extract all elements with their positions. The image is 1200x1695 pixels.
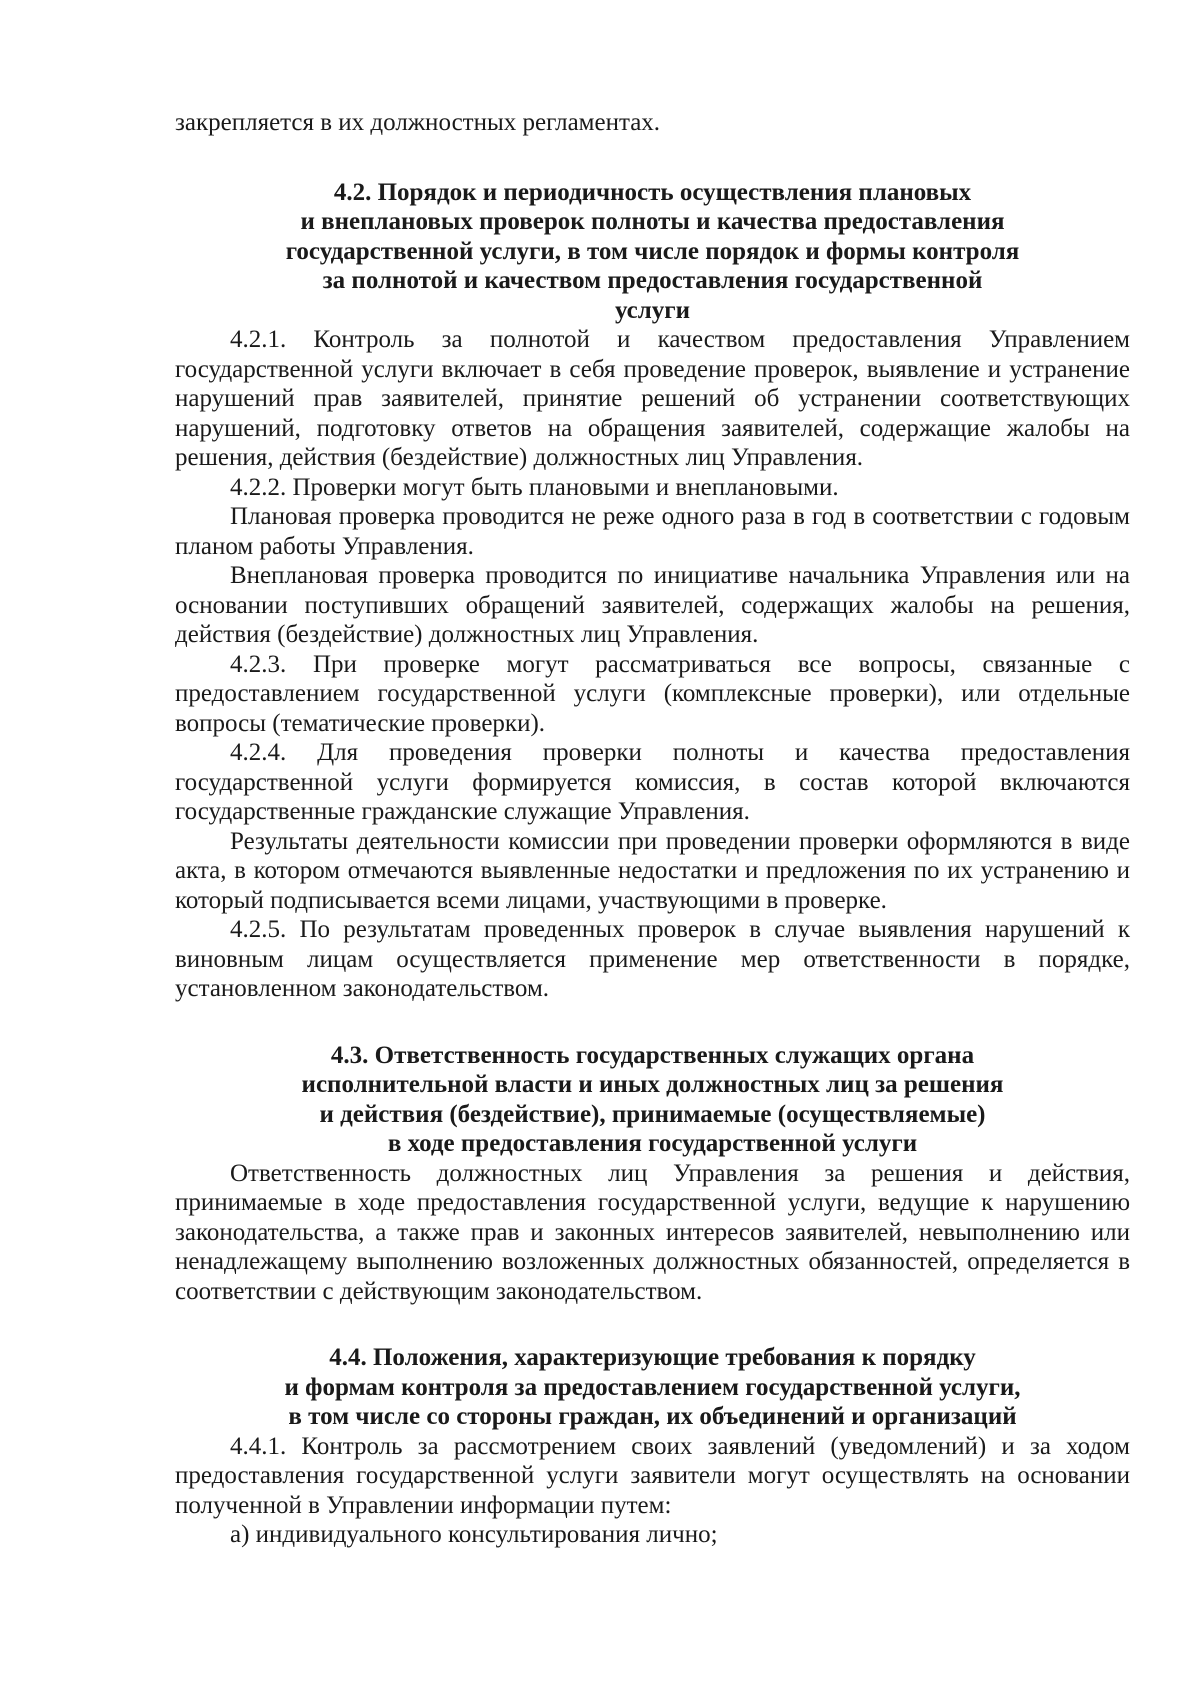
- heading-line: в ходе предоставления государственной услуги: [387, 1130, 918, 1157]
- heading-line: за полнотой и качеством предоставления государственной: [322, 267, 983, 294]
- paragraph-commission-results: Результаты деятельности комиссии при проведении проверки оформляются в виде акта, в котором отмечаются выявленные недостатки и предложения по их устранению и который подписывается всеми лицами, участвующими в проверке.: [175, 827, 1130, 914]
- paragraph-4-2-5: 4.2.5. По результатам проведенных проверок в случае выявления нарушений к виновным лицам осуществляется применение мер ответственности в порядке, установленном законодательством.: [175, 916, 1130, 1002]
- heading-line: 4.4. Положения, характеризующие требования к порядку: [329, 1344, 976, 1371]
- heading-line: и формам контроля за предоставлением государственной услуги,: [284, 1373, 1021, 1401]
- paragraph-4-2-4: 4.2.4. Для проведения проверки полноты и качества предоставления государственной услуги формируется комиссия, в состав которой включаются государственные гражданские служащие Управления.: [175, 739, 1130, 825]
- heading-line: государственной услуги, в том числе порядок и формы контроля: [285, 237, 1020, 265]
- heading-line: услуги: [614, 296, 691, 324]
- heading-line: исполнительной власти и иных должностных лиц за решения: [301, 1071, 1004, 1098]
- section-heading-4-4: [205, 1343, 1100, 1432]
- paragraph-planned-check: Плановая проверка проводится не реже одного раза в год в соответствии с годовым планом работы Управления.: [175, 503, 1130, 560]
- heading-line: в том числе со стороны граждан, их объединений и организаций: [288, 1403, 1017, 1430]
- document-page: [175, 108, 1130, 1550]
- heading-line: и действия (бездействие), принимаемые (осуществляемые): [319, 1100, 986, 1128]
- paragraph-item-a: а) индивидуального консультирования лично;: [230, 1521, 718, 1548]
- continuation-line: закрепляется в их должностных регламентах.: [175, 109, 661, 136]
- heading-line: 4.3. Ответственность государственных служащих органа: [330, 1041, 975, 1069]
- paragraph-4-4-1: 4.4.1. Контроль за рассмотрением своих заявлений (уведомлений) и за ходом предоставления государственной услуги заявители могут осуществлять на основании полученной в Управлении информации путем:: [175, 1432, 1130, 1519]
- paragraph-unplanned-check: Внеплановая проверка проводится по инициативе начальника Управления или на основании поступивших обращений заявителей, содержащих жалобы на решения, действия (бездействие) должностных лиц Управления.: [175, 562, 1130, 648]
- paragraph-4-2-1: 4.2.1. Контроль за полнотой и качеством предоставления Управлением государственной услуги включает в себя проведение проверок, выявление и устранение нарушений прав заявителей, принятие решений об устранении соответствующих нарушений, подготовку ответов на обращения заявителей, содержащие жалобы на решения, действия (бездействие) должностных лиц Управления.: [175, 326, 1130, 471]
- paragraph-responsibility: Ответственность должностных лиц Управления за решения и действия, принимаемые в ходе предоставления государственной услуги, ведущие к нарушению законодательства, а также прав и законных интересов заявителей, невыполнению или ненадлежащему выполнению возложенных должностных обязанностей, определяется в соответствии с действующим законодательством.: [175, 1159, 1130, 1305]
- paragraph-4-2-3: 4.2.3. При проверке могут рассматриваться все вопросы, связанные с предоставлением государственной услуги (комплексные проверки), или отдельные вопросы (тематические проверки).: [175, 650, 1130, 737]
- heading-line: и внеплановых проверок полноты и качества предоставления: [300, 208, 1005, 235]
- section-heading-4-3: [205, 1041, 1100, 1159]
- section-heading-4-2: [205, 178, 1100, 326]
- heading-line: 4.2. Порядок и периодичность осуществления плановых: [333, 178, 972, 206]
- paragraph-4-2-2: 4.2.2. Проверки могут быть плановыми и внеплановыми.: [230, 473, 839, 501]
